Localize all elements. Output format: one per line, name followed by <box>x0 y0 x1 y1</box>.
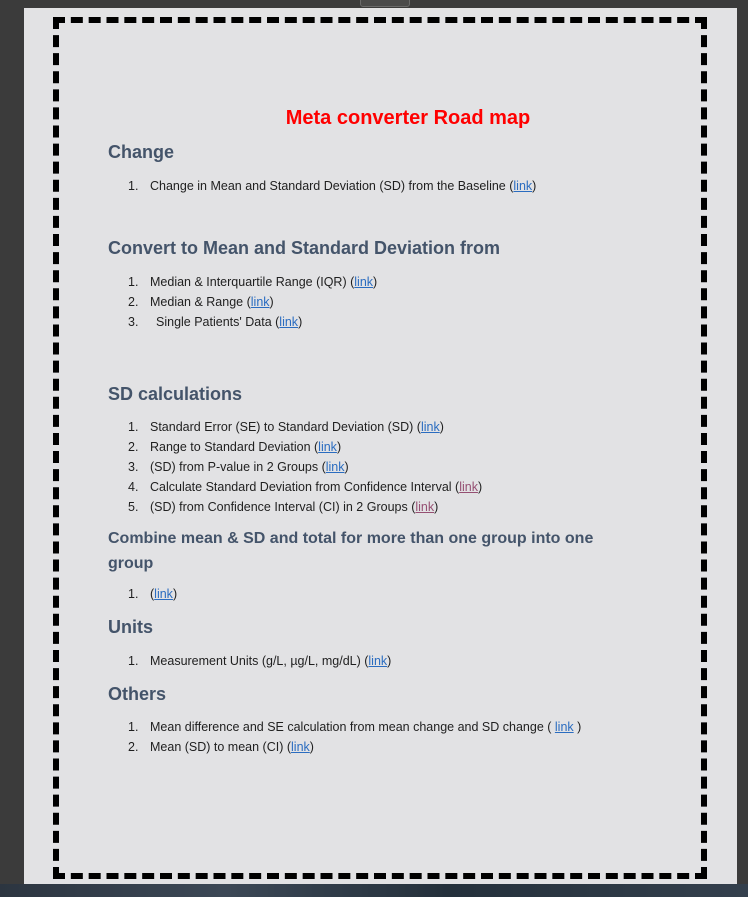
section-heading-sd-calculations: SD calculations <box>108 384 243 404</box>
list-number: 1. <box>128 720 139 734</box>
list-number: 2. <box>128 440 139 454</box>
list-item-text: Range to Standard Deviation ( <box>150 440 319 454</box>
list-number: 3. <box>128 315 139 329</box>
list-item-text: Change in Mean and Standard Deviation (SD) from the Baseline ( <box>150 179 514 193</box>
section-list-combine <box>108 584 177 604</box>
window-tab[interactable] <box>360 0 410 7</box>
list-item <box>108 292 377 312</box>
sd-from-confidence-interval-link[interactable]: link <box>459 480 478 494</box>
list-item-text: Single Patients' Data ( <box>156 315 280 329</box>
mean-sd-to-mean-ci-link[interactable]: link <box>291 740 310 754</box>
section-list-others <box>108 717 581 757</box>
list-item-suffix: ) <box>344 460 349 474</box>
document-page <box>24 8 737 884</box>
list-number: 5. <box>128 500 139 514</box>
section-list-units <box>108 651 391 671</box>
section-list-sd-calculations <box>108 417 482 517</box>
section-list-change <box>108 176 536 196</box>
single-patients-data-link[interactable]: link <box>279 315 299 329</box>
list-item-text: Mean difference and SE calculation from mean change and SD change ( <box>150 720 555 734</box>
list-item-suffix: ) <box>532 179 537 193</box>
measurement-units-link[interactable]: link <box>368 654 388 668</box>
list-item <box>108 497 482 517</box>
list-number: 2. <box>128 295 139 309</box>
section-heading-others: Others <box>108 684 167 704</box>
list-item <box>108 272 377 292</box>
document-title: Meta converter Road map <box>285 107 531 129</box>
list-item-text: Calculate Standard Deviation from Confidence Interval ( <box>150 480 460 494</box>
section-heading-convert: Convert to Mean and Standard Deviation from <box>108 238 501 258</box>
list-item-suffix: ) <box>573 720 582 734</box>
list-item-suffix: ) <box>434 500 439 514</box>
list-item-text: ( <box>150 587 155 601</box>
list-number: 3. <box>128 460 139 474</box>
section-list-convert <box>108 272 377 332</box>
change-mean-sd-link[interactable]: link <box>513 179 533 193</box>
mean-difference-se-link[interactable]: link <box>554 720 574 734</box>
list-number: 1. <box>128 420 139 434</box>
list-item <box>108 312 377 332</box>
median-iqr-link[interactable]: link <box>354 275 374 289</box>
list-number: 1. <box>128 654 139 668</box>
list-item-suffix: ) <box>373 275 378 289</box>
list-number: 1. <box>128 179 139 193</box>
list-item-text: Median & Interquartile Range (IQR) ( <box>150 275 355 289</box>
desktop-background-strip <box>0 884 748 897</box>
list-item <box>108 737 581 757</box>
list-item <box>108 477 482 497</box>
list-number: 4. <box>128 480 139 494</box>
list-item-text: Median & Range ( <box>150 295 251 309</box>
list-item-suffix: ) <box>172 587 178 601</box>
list-item-text: Measurement Units (g/L, µg/L, mg/dL) ( <box>150 654 369 668</box>
list-item-text: Standard Error (SE) to Standard Deviation (SD) ( <box>150 420 421 434</box>
list-item <box>108 176 536 196</box>
list-item <box>108 437 482 457</box>
list-item <box>108 417 482 437</box>
list-number: 1. <box>128 275 139 289</box>
median-range-link[interactable]: link <box>250 295 270 309</box>
list-item-suffix: ) <box>387 654 392 668</box>
list-item-suffix: ) <box>309 740 314 754</box>
list-item <box>108 717 581 737</box>
list-item-text: (SD) from P-value in 2 Groups ( <box>150 460 326 474</box>
list-item <box>108 584 177 604</box>
range-to-sd-link[interactable]: link <box>318 440 337 454</box>
list-item <box>108 651 391 671</box>
list-item-suffix: ) <box>336 440 342 454</box>
combine-groups-link[interactable]: link <box>154 587 173 601</box>
list-item-suffix: ) <box>269 295 274 309</box>
list-item-text: (SD) from Confidence Interval (CI) in 2 Groups ( <box>150 500 416 514</box>
list-item-suffix: ) <box>298 315 303 329</box>
list-item-text: Mean (SD) to mean (CI) ( <box>150 740 292 754</box>
sd-from-p-value-link[interactable]: link <box>325 460 345 474</box>
section-heading-units: Units <box>108 617 153 637</box>
sd-from-ci-two-groups-link[interactable]: link <box>415 500 435 514</box>
section-heading-change: Change <box>108 142 175 162</box>
list-number: 2. <box>128 740 139 754</box>
list-item <box>108 457 482 477</box>
list-item-suffix: ) <box>477 480 483 494</box>
list-number: 1. <box>128 587 139 601</box>
section-heading-combine: Combine mean & SD and total for more than one group into one group <box>108 530 594 572</box>
se-to-sd-link[interactable]: link <box>420 420 440 434</box>
list-item-suffix: ) <box>439 420 444 434</box>
